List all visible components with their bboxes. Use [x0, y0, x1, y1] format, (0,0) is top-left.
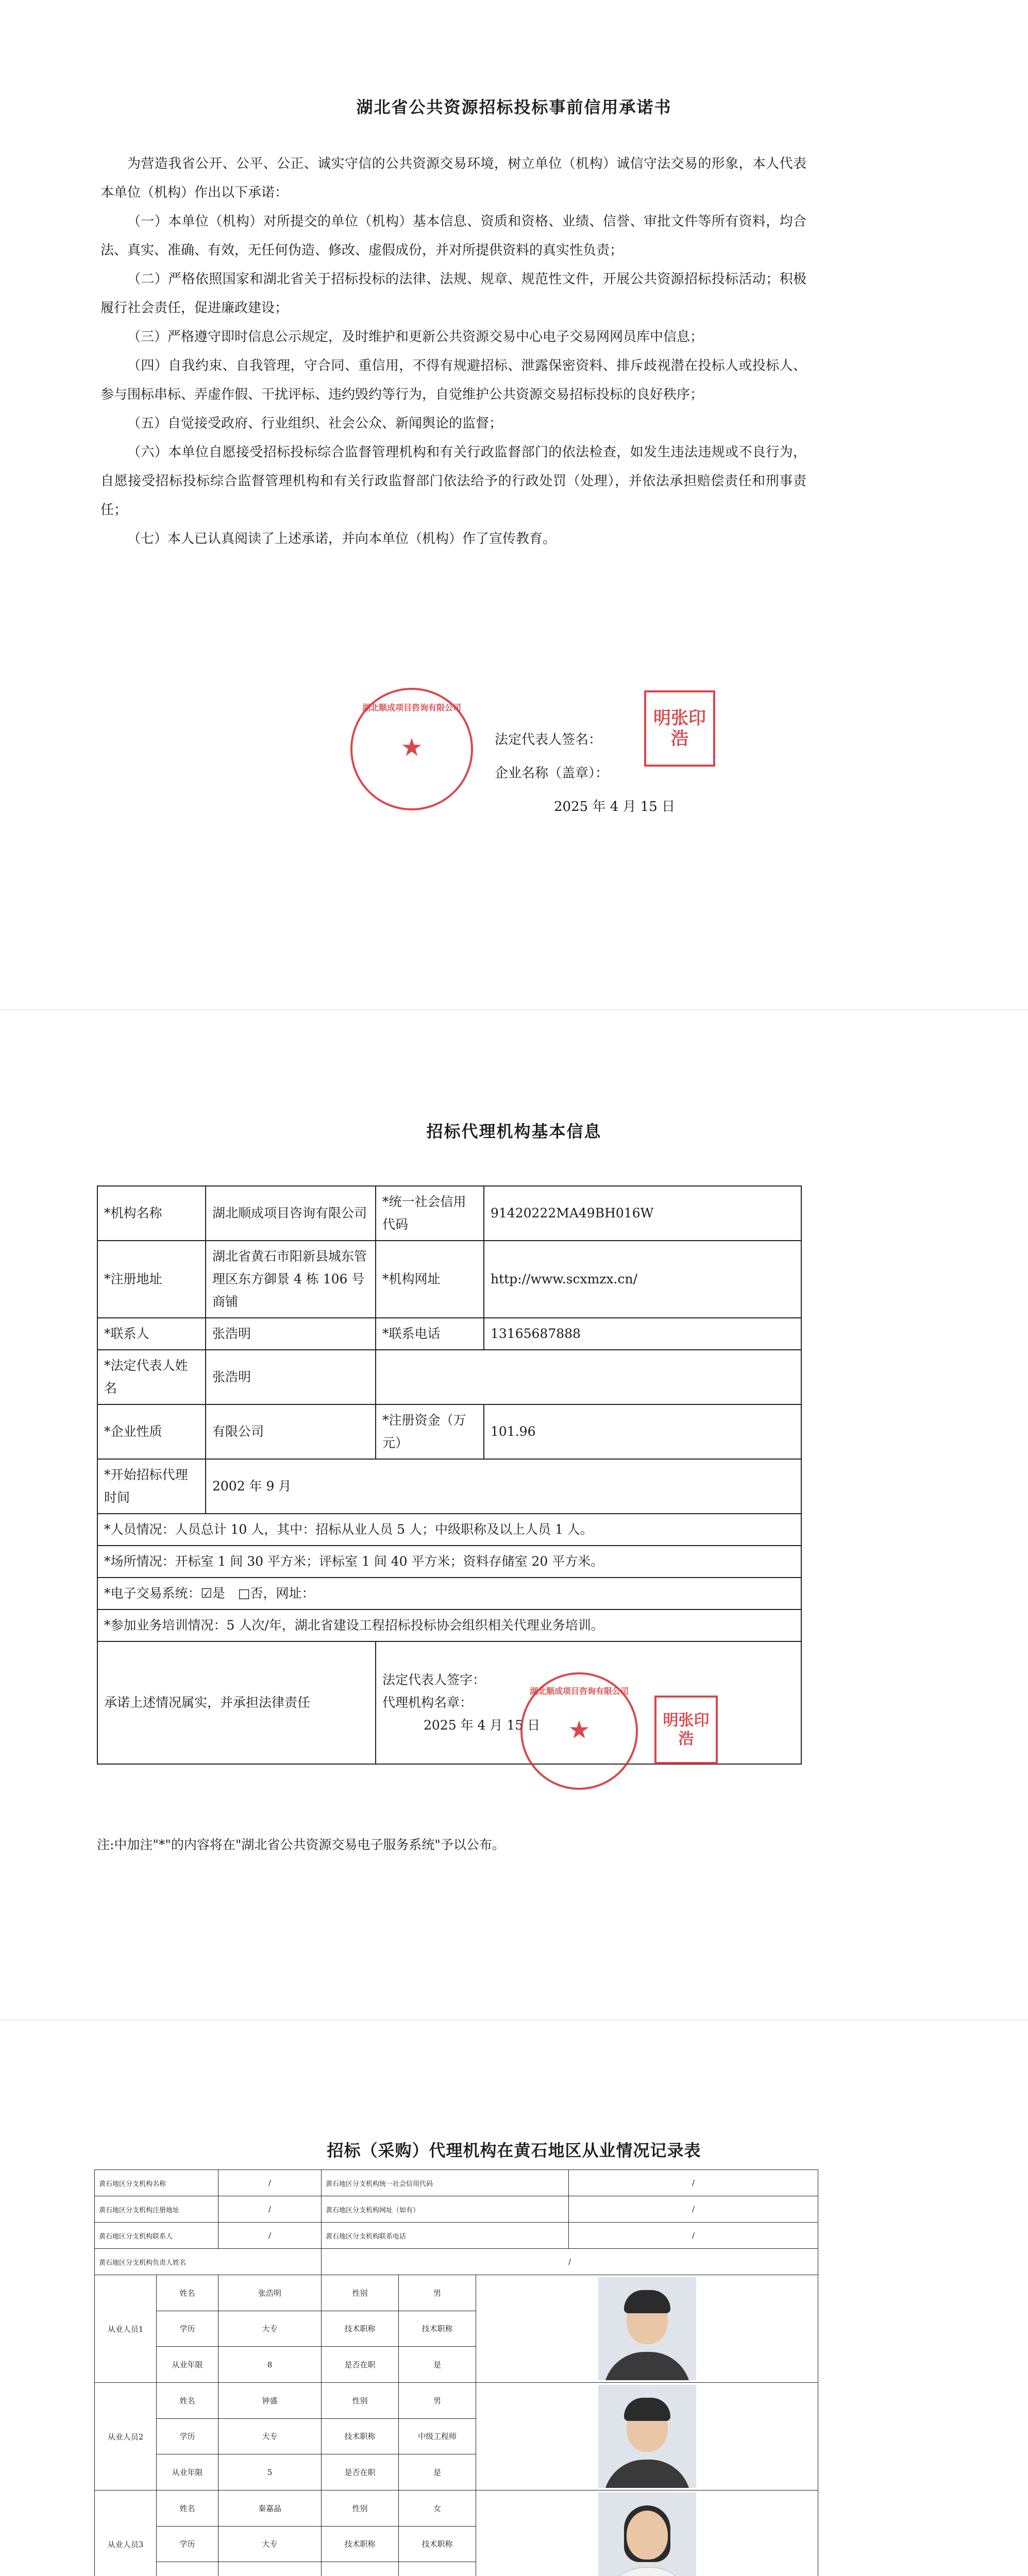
field-value: 女: [399, 2490, 476, 2527]
paragraph: （六）本单位自愿接受招标投标综合监督管理机构和有关行政监督部门的依法检查，如发生违法违规或不良行为，自愿接受招标投标综合监督管理机构和有关行政监督部门依法给予的行政处罚（处理），并依法承担赔偿责任和刑事责任；: [100, 445, 806, 518]
seal-text: 湖北顺成项目咨询有限公司: [362, 703, 461, 713]
field-label: 从业年限: [157, 2454, 218, 2490]
person-label: 从业人员1: [95, 2275, 157, 2383]
field-value: 是: [399, 2347, 476, 2383]
staff-photo: [598, 2277, 696, 2380]
value-cell: /: [218, 2196, 322, 2223]
signature-rep: 法定代表人签名：: [495, 732, 602, 748]
staff-photo: [598, 2385, 696, 2488]
signature-rep: 法定代表人签字：: [382, 1672, 486, 1687]
agency-info-table: [97, 1185, 802, 1765]
field-label: [322, 2562, 399, 2576]
label-cell: *联系人: [97, 1318, 206, 1350]
value-cell: /: [218, 2223, 322, 2249]
value-cell: /: [569, 2170, 818, 2196]
field-label: 从业年限: [157, 2347, 218, 2383]
paragraph: 为营造我省公开、公平、公正、诚实守信的公共资源交易环境，树立单位（机构）诚信守法交易的形象，本人代表本单位（机构）作出以下承诺：: [100, 156, 806, 200]
value-cell: 有限公司: [206, 1404, 376, 1459]
label-cell: *法定代表人姓名: [97, 1350, 206, 1404]
photo-cell: [476, 2275, 818, 2383]
venue-cell: *场所情况：开标室 1 间 30 平方米；评标室 1 间 40 平方米；资料存储室 20 平方米。: [97, 1546, 801, 1578]
field-label: 学历: [157, 2418, 218, 2454]
field-value: 大专: [218, 2418, 322, 2454]
field-label: 性别: [322, 2490, 399, 2527]
label-cell: 黄石地区分支机构联系人: [95, 2223, 218, 2249]
table-row: [97, 1459, 801, 1514]
training-cell: *参加业务培训情况：5 人次/年，湖北省建设工程招标投标协会组织相关代理业务培训。: [97, 1609, 801, 1641]
value-cell: 湖北省黄石市阳新县城东管理区东方御景 4 栋 106 号商铺: [206, 1241, 376, 1318]
person-label: 从业人员3: [95, 2490, 157, 2576]
table-row: [97, 1318, 801, 1350]
etrade-cell: *电子交易系统：☑是 □否，网址：: [97, 1578, 801, 1609]
signature-org: 企业名称（盖章）：: [495, 766, 609, 781]
paragraph: （五）自觉接受政府、行业组织、社会公众、新闻舆论的监督；: [127, 416, 503, 431]
personal-stamp: 明张印浩: [654, 1696, 718, 1764]
field-value: 5: [218, 2454, 322, 2490]
page-title: 湖北省公共资源招标投标事前信用承诺书: [356, 97, 672, 117]
staff-cell: *人员情况：人员总计 10 人，其中：招标从业人员 5 人；中级职称及以上人员 1 人。: [97, 1514, 801, 1546]
table-row: [97, 1350, 801, 1404]
field-label: 性别: [322, 2275, 399, 2311]
signature-date: 2025 年 4 月 15 日: [424, 1718, 541, 1733]
value-cell: http://www.scxmzx.cn/: [484, 1241, 801, 1318]
paragraph: （四）自我约束、自我管理，守合同、重信用，不得有规避招标、泄露保密资料、排斥歧视潜在投标人或投标人、参与围标串标、弄虚作假、干扰评标、违约毁约等行为，自觉维护公共资源交易招标投标的良好秩序；: [100, 358, 806, 402]
field-label: 是否在职: [322, 2347, 399, 2383]
footnote: 注:中加注"*"的内容将在"湖北省公共资源交易电子服务系统"予以公布。: [97, 1837, 505, 1852]
table-row: [97, 1514, 801, 1546]
label-cell: *统一社会信用代码: [376, 1186, 484, 1241]
field-value: 大专: [218, 2311, 322, 2347]
field-label: 是否在职: [322, 2454, 399, 2490]
person-row: [95, 2383, 818, 2419]
paragraph: （一）本单位（机构）对所提交的单位（机构）基本信息、资质和资格、业绩、信誉、审批文件等所有资料，均合法、真实、准确、有效，无任何伪造、修改、虚假成份，并对所提供资料的真实性负责；: [100, 214, 806, 258]
field-label: 姓名: [157, 2383, 218, 2419]
value-cell: /: [569, 2196, 818, 2223]
agency-info-page: [0, 1010, 1028, 1989]
value-cell: 91420222MA49BH016W: [484, 1186, 801, 1241]
label-cell: 黄石地区分支机构统一社会信用代码: [322, 2170, 569, 2196]
field-value: 技术职称: [399, 2311, 476, 2347]
seal-star-icon: ★: [568, 1716, 591, 1744]
table-row: [95, 2196, 818, 2223]
label-cell: *企业性质: [97, 1404, 206, 1459]
page-title: 招标代理机构基本信息: [426, 1122, 602, 1141]
table-row: [95, 2223, 818, 2249]
field-value: 技术职称: [399, 2526, 476, 2562]
signature-org: 代理机构名章：: [382, 1695, 473, 1710]
table-row: [97, 1578, 801, 1609]
label-cell: *开始招标代理时间: [97, 1459, 206, 1514]
person-label: 从业人员2: [95, 2383, 157, 2490]
label-cell: 黄石地区分支机构名称: [95, 2170, 218, 2196]
label-cell: *联系电话: [376, 1318, 484, 1350]
person-row: [95, 2490, 818, 2527]
value-cell: 张浩明: [206, 1350, 376, 1404]
label-cell: *注册资金（万元）: [376, 1404, 484, 1459]
seal-star-icon: ★: [400, 733, 423, 762]
company-seal: [520, 1672, 638, 1790]
field-label: 学历: [157, 2311, 218, 2347]
commit-cell: 承诺上述情况属实，并承担法律责任: [97, 1641, 376, 1764]
field-value: [218, 2562, 322, 2576]
photo-cell: [476, 2490, 818, 2576]
field-value: 8: [218, 2347, 322, 2383]
label-cell: 黄石地区分支机构注册地址: [95, 2196, 218, 2223]
staff-photo: [598, 2493, 696, 2576]
field-value: 男: [399, 2275, 476, 2311]
signature-date: 2025 年 4 月 15 日: [554, 799, 676, 815]
field-value: 张浩明: [218, 2275, 322, 2311]
table-row: [97, 1241, 801, 1318]
field-value: 秦嘉晶: [218, 2490, 322, 2527]
table-row: [97, 1186, 801, 1241]
field-value: 是: [399, 2454, 476, 2490]
value-cell: 13165687888: [484, 1318, 801, 1350]
photo-cell: [476, 2383, 818, 2490]
label-cell: 黄石地区分支机构负责人姓名: [95, 2249, 322, 2275]
field-value: 男: [399, 2383, 476, 2419]
table-row: [97, 1609, 801, 1641]
paragraph: （二）严格依照国家和湖北省关于招标投标的法律、法规、规章、规范性文件，开展公共资源招标投标活动；积极履行社会责任，促进廉政建设；: [100, 272, 806, 316]
field-label: [157, 2562, 218, 2576]
practice-record-page: [0, 2020, 1028, 2576]
page-title: 招标（采购）代理机构在黄石地区从业情况记录表: [327, 2141, 701, 2160]
table-row: [97, 1404, 801, 1459]
label-cell: *机构网址: [376, 1241, 484, 1318]
value-cell: 101.96: [484, 1404, 801, 1459]
field-label: 技术职称: [322, 2418, 399, 2454]
label-cell: *注册地址: [97, 1241, 206, 1318]
field-label: 姓名: [157, 2490, 218, 2527]
label-cell: *机构名称: [97, 1186, 206, 1241]
value-cell: 张浩明: [206, 1318, 376, 1350]
empty-cell: [376, 1350, 801, 1404]
field-label: 姓名: [157, 2275, 218, 2311]
value-cell: /: [322, 2249, 818, 2275]
label-cell: 黄石地区分支机构网址（如有）: [322, 2196, 569, 2223]
paragraph: （七）本人已认真阅读了上述承诺，并向本单位（机构）作了宣传教育。: [127, 531, 557, 547]
table-row: [95, 2170, 818, 2196]
person-row: [95, 2275, 818, 2311]
field-label: 技术职称: [322, 2311, 399, 2347]
value-cell: 2002 年 9 月: [206, 1459, 801, 1514]
commitment-letter-page: [0, 0, 1028, 979]
field-value: 大专: [218, 2526, 322, 2562]
commitment-body: [100, 149, 806, 553]
company-seal: [350, 688, 473, 810]
value-cell: /: [218, 2170, 322, 2196]
personal-stamp: 明张印浩: [644, 690, 715, 767]
table-row: [95, 2249, 818, 2275]
paragraph: （三）严格遵守即时信息公示规定，及时维护和更新公共资源交易中心电子交易网网员库中信息；: [127, 329, 704, 345]
field-label: 性别: [322, 2383, 399, 2419]
table-row: [97, 1546, 801, 1578]
field-value: 钟盛: [218, 2383, 322, 2419]
field-label: 技术职称: [322, 2526, 399, 2562]
field-value: 中级工程师: [399, 2418, 476, 2454]
field-label: 学历: [157, 2526, 218, 2562]
value-cell: /: [569, 2223, 818, 2249]
seal-text: 湖北顺成项目咨询有限公司: [529, 1686, 629, 1696]
practice-record-table: [94, 2170, 818, 2576]
field-value: [399, 2562, 476, 2576]
label-cell: 黄石地区分支机构联系电话: [322, 2223, 569, 2249]
value-cell: 湖北顺成项目咨询有限公司: [206, 1186, 376, 1241]
